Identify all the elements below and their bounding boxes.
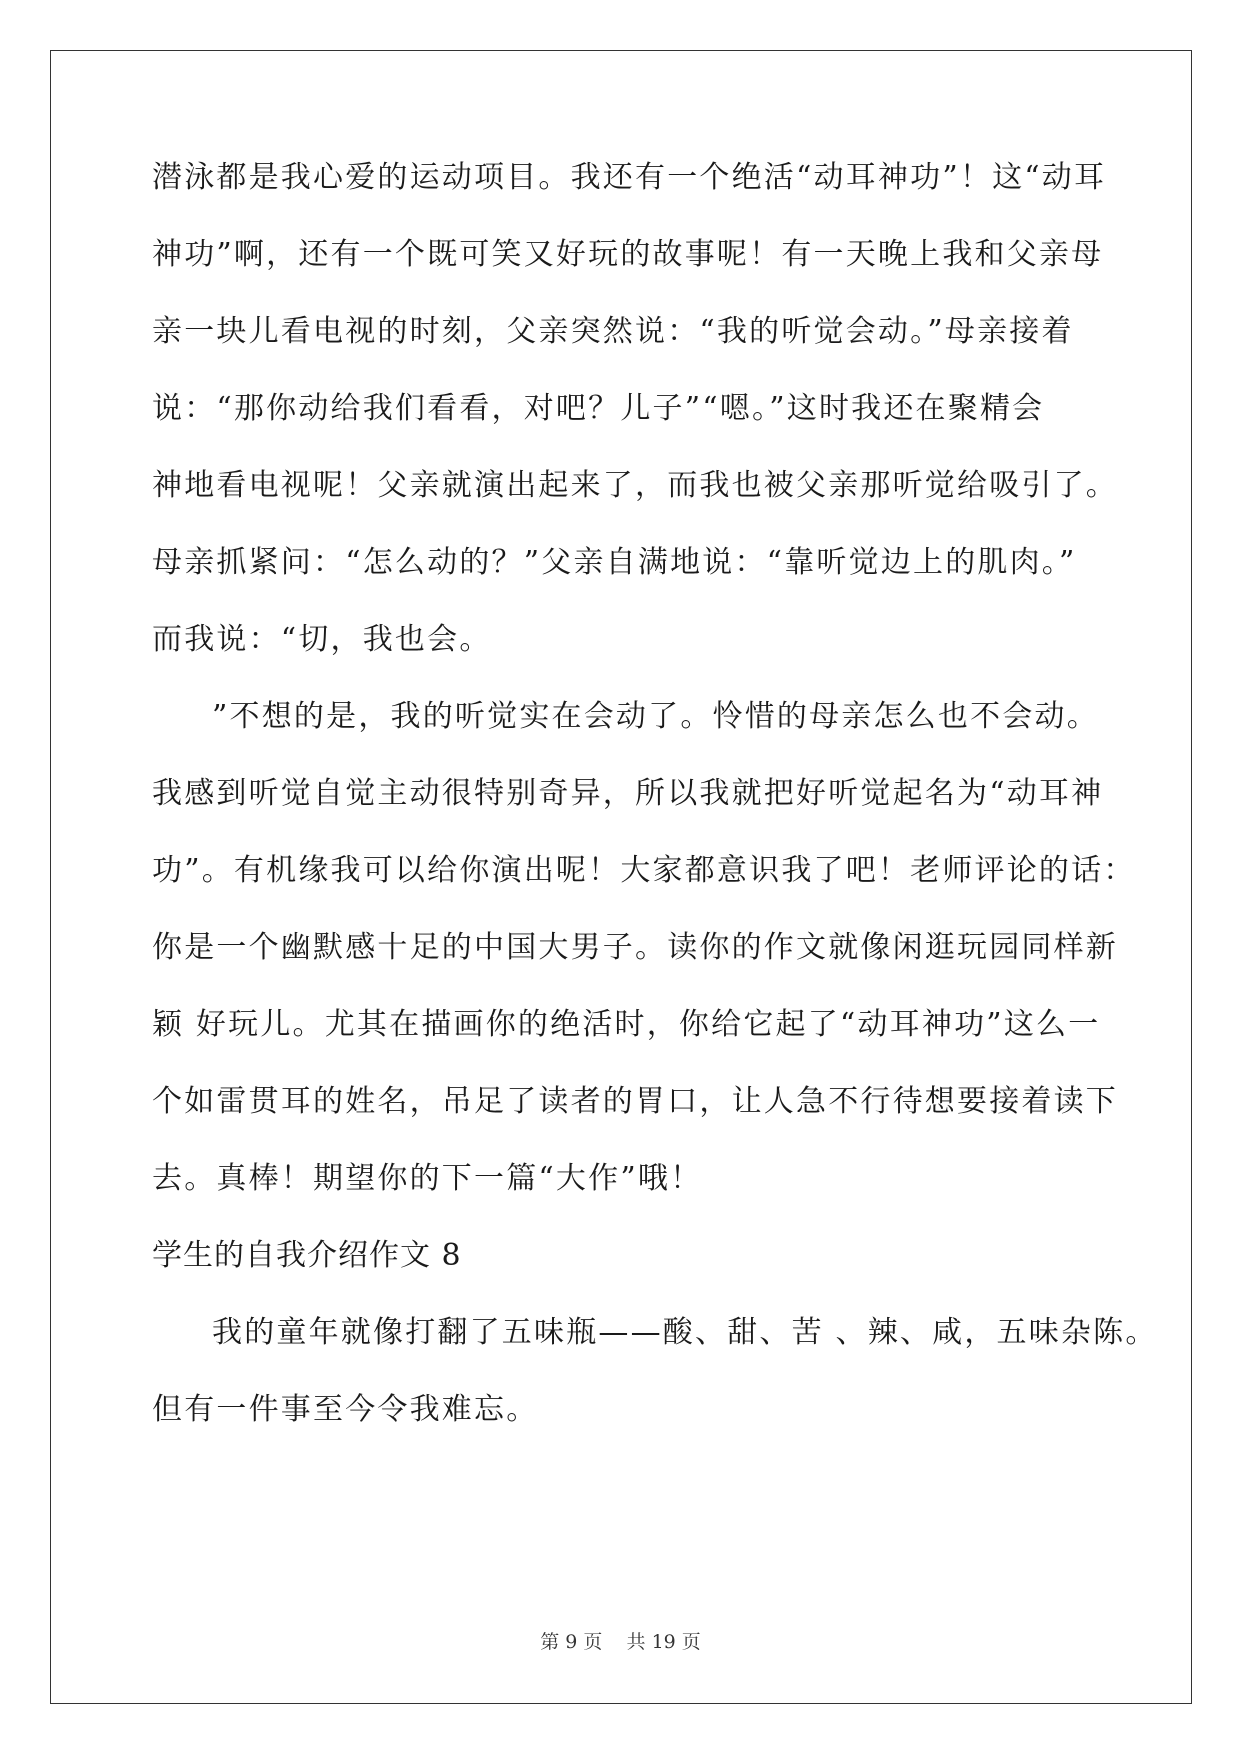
text-line: 我感到听觉自觉主动很特别奇异，所以我就把好听觉起名为“动耳神	[152, 776, 1104, 811]
text-line: 颖 好玩儿。尤其在描画你的绝活时，你给它起了“动耳神功”这么一	[152, 1007, 1101, 1042]
page-number: 第 9 页	[540, 1631, 603, 1653]
text-line: 潜泳都是我心爱的运动项目。我还有一个绝活“动耳神功”！这“动耳	[152, 160, 1107, 195]
text-line: 亲一块儿看电视的时刻，父亲突然说：“我的听觉会动。”母亲接着	[152, 314, 1074, 349]
section-heading: 学生的自我介绍作文 8	[152, 1238, 462, 1273]
text-line: 母亲抓紧问：“怎么动的？”父亲自满地说：“靠听觉边上的肌肉。”	[152, 545, 1077, 580]
text-line: 但有一件事至今令我难忘。	[152, 1392, 539, 1427]
page-footer	[0, 1630, 1241, 1654]
text-line: 去。真棒！期望你的下一篇“大作”哦！	[152, 1161, 703, 1196]
text-line: 神功”啊，还有一个既可笑又好玩的故事呢！有一天晚上我和父亲母	[152, 237, 1104, 272]
text-line: 说：“那你动给我们看看，对吧？儿子”“嗯。”这时我还在聚精会	[152, 391, 1045, 426]
text-line: ”不想的是，我的听觉实在会动了。怜惜的母亲怎么也不会动。	[212, 699, 1099, 734]
text-line: 我的童年就像打翻了五味瓶——酸、甜、苦 、辣、咸，五味杂陈。	[212, 1315, 1158, 1350]
text-line: 而我说：“切，我也会。	[152, 622, 492, 657]
text-line: 功”。有机缘我可以给你演出呢！大家都意识我了吧！老师评论的话：	[152, 853, 1136, 888]
text-line: 个如雷贯耳的姓名，吊足了读者的胃口，让人急不行待想要接着读下	[152, 1084, 1118, 1119]
page-total: 共 19 页	[626, 1631, 701, 1653]
text-line: 你是一个幽默感十足的中国大男子。读你的作文就像闲逛玩园同样新	[152, 930, 1118, 965]
text-line: 神地看电视呢！父亲就演出起来了，而我也被父亲那听觉给吸引了。	[152, 468, 1118, 503]
